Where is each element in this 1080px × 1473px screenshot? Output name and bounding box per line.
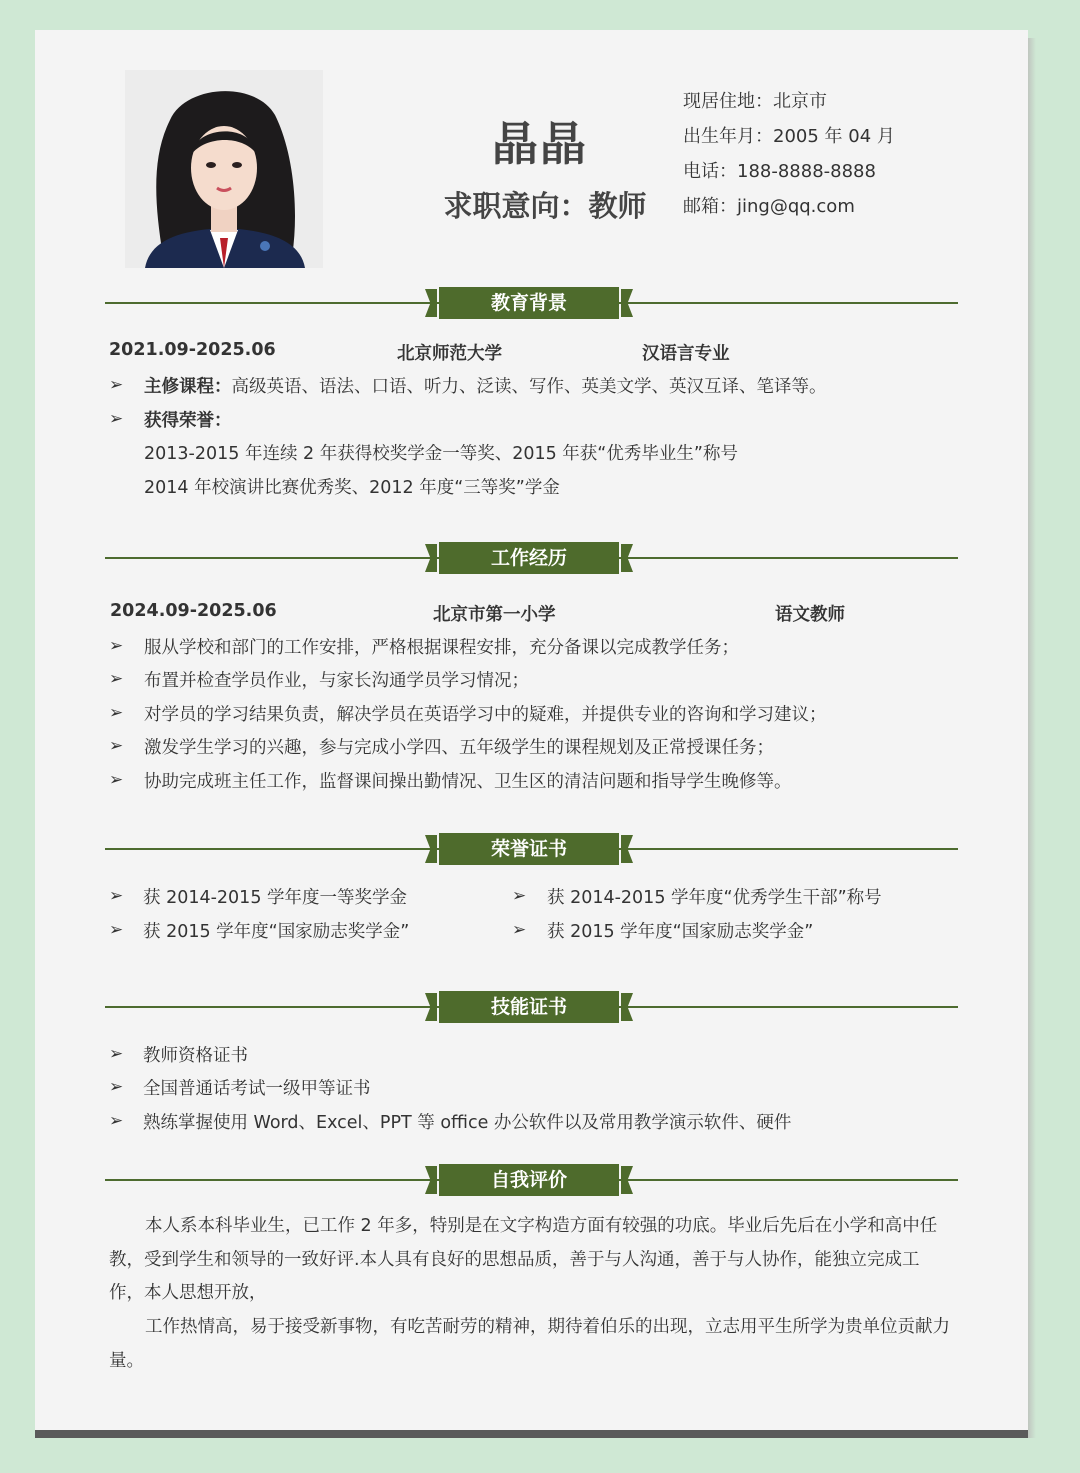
honor-item: 获 2014-2015 学年度“优秀学生干部”称号	[547, 888, 882, 908]
work-role: 语文教师	[775, 605, 845, 625]
skill-item: 熟练掌握使用 Word、Excel、PPT 等 office 办公软件以及常用教学演示软件、硬件	[143, 1113, 792, 1133]
info-location: 现居住地：北京市	[683, 91, 827, 112]
work-org: 北京市第一小学	[433, 605, 556, 625]
section-heading-skills: 技能证书	[439, 991, 619, 1023]
honor-item: 获 2015 学年度“国家励志奖学金”	[547, 922, 814, 942]
resume-page	[35, 30, 1028, 1430]
bullet-icon: ➢	[109, 1077, 124, 1097]
candidate-name: 晶晶	[492, 117, 588, 171]
education-courses	[144, 373, 827, 398]
bullet-icon: ➢	[109, 736, 124, 756]
bullet-icon: ➢	[109, 920, 124, 940]
page-shadow-bottom	[35, 1430, 1028, 1438]
bullet-icon: ➢	[109, 886, 124, 906]
work-item: 协助完成班主任工作，监督课间操出勤情况、卫生区的清洁问题和指导学生晚修等。	[144, 772, 792, 792]
bullet-icon: ➢	[109, 1111, 124, 1131]
education-school: 北京师范大学	[397, 344, 502, 364]
bullet-icon: ➢	[109, 703, 124, 723]
info-phone: 电话：188-8888-8888	[683, 161, 876, 182]
education-major: 汉语言专业	[642, 344, 730, 364]
bullet-icon: ➢	[109, 669, 124, 689]
page-shadow	[1028, 38, 1036, 1438]
honors-line: 2014 年校演讲比赛优秀奖、2012 年度“三等奖”学金	[144, 478, 560, 498]
section-heading-honors: 荣誉证书	[439, 833, 619, 865]
courses-text: 高级英语、语法、口语、听力、泛读、写作、英美文学、英汉互译、笔译等。	[231, 377, 827, 397]
section-heading-education: 教育背景	[439, 287, 619, 319]
self-evaluation-paragraph: 本人系本科毕业生，已工作 2 年多，特别是在文字构造方面有较强的功底。毕业后先后在小学和高中任教，受到学生和领导的一致好评.本人具有良好的思想品质，善于与人沟通，善于与人协作，能独立完成工作，本人思想开放，	[109, 1216, 938, 1303]
courses-label: 主修课程：	[144, 377, 232, 397]
honors-label: 获得荣誉：	[144, 411, 232, 431]
bullet-icon: ➢	[512, 886, 527, 906]
info-birth: 出生年月：2005 年 04 月	[683, 126, 895, 147]
bullet-icon: ➢	[109, 1044, 124, 1064]
honors-line: 2013-2015 年连续 2 年获得校奖学金一等奖、2015 年获“优秀毕业生”称号	[144, 444, 738, 464]
work-item: 激发学生学习的兴趣，参与完成小学四、五年级学生的课程规划及正常授课任务；	[144, 738, 774, 758]
bullet-icon: ➢	[512, 920, 527, 940]
work-period: 2024.09-2025.06	[110, 601, 277, 621]
bullet-icon: ➢	[109, 770, 124, 790]
section-heading-work: 工作经历	[439, 542, 619, 574]
bullet-icon: ➢	[109, 636, 124, 656]
section-heading-self: 自我评价	[439, 1164, 619, 1196]
bullet-icon: ➢	[109, 409, 124, 429]
work-item: 布置并检查学员作业，与家长沟通学员学习情况；	[144, 671, 529, 691]
profile-photo	[125, 70, 323, 268]
education-period: 2021.09-2025.06	[109, 340, 276, 360]
self-evaluation-paragraph: 工作热情高，易于接受新事物，有吃苦耐劳的精神，期待着伯乐的出现，立志用平生所学为贵单位贡献力量。	[109, 1317, 950, 1371]
skill-item: 教师资格证书	[143, 1046, 248, 1066]
work-item: 服从学校和部门的工作安排，严格根据课程安排，充分备课以完成教学任务；	[144, 638, 739, 658]
honor-item: 获 2015 学年度“国家励志奖学金”	[143, 922, 410, 942]
skill-item: 全国普通话考试一级甲等证书	[143, 1079, 371, 1099]
bullet-icon: ➢	[109, 375, 124, 395]
info-email: 邮箱：jing@qq.com	[683, 196, 855, 217]
honor-item: 获 2014-2015 学年度一等奖学金	[143, 888, 408, 908]
job-intent: 求职意向：教师	[443, 189, 647, 223]
work-item: 对学员的学习结果负责，解决学员在英语学习中的疑难，并提供专业的咨询和学习建议；	[144, 705, 827, 725]
